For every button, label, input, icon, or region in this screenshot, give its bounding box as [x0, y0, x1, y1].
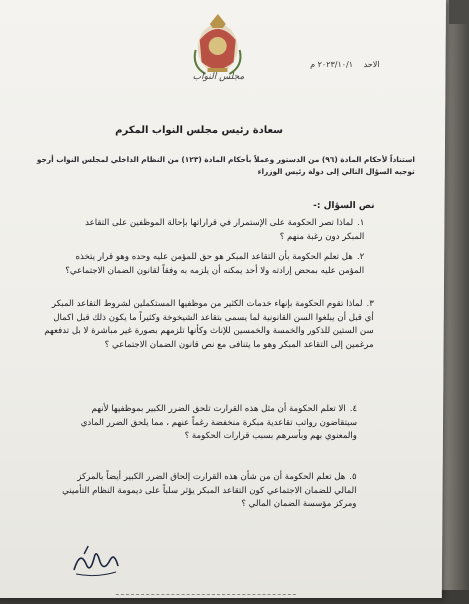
question-item [64, 251, 364, 278]
date-label: الاحد [363, 60, 380, 69]
question-item [44, 298, 374, 352]
question-number: ٣. [366, 299, 374, 309]
council-logo-text: مجلس النواب [192, 72, 245, 82]
question-text: الا تعلم الحكومة أن مثل هذه القرارت تلحق الضرر الكبير بموظفيها لأنهم سيتقاضون رواتب تقاعدية مبكرة منخفضة رغماً عنهم ، مما يلحق الضرر المادي والمعنوي بهم وبأسرهم بسبب قرارات الحكومة ؟ [80, 404, 358, 442]
question-item [56, 471, 356, 512]
question-text: لماذا تصر الحكومة على الإستمرار في قراراتها بإحالة الموظفين على التقاعد المبكر دون رغبة منهم ؟ [85, 218, 365, 242]
question-item [64, 217, 364, 244]
date-value: ٢٠٢٣/١٠/١ م [310, 60, 354, 69]
intro-paragraph: استناداً لأحكام المادة (٩٦) من الدستور وعملاً بأحكام المادة (١٢٣) من النظام الداخلي لمجلس النواب أرجو توجيه السؤال التالي إلى دولة رئيس الوزراء [36, 155, 415, 176]
question-text: هل تعلم الحكومة أن من شأن هذه القرارت إلحاق الضرر الكبير أيضاً بالمركز المالي للضمان الاجتماعي كون التقاعد المبكر يؤثر سلباً على ديمومة النظام التأميني ومركز مؤسسة الضمان المالي ؟ [62, 472, 357, 510]
question-item [57, 403, 357, 444]
question-number: ٤. [349, 404, 358, 414]
question-text: هل تعلم الحكومة بأن التقاعد المبكر هو حق للمؤمن عليه وحده وهو قرار يتخذه المؤمن عليه بمحض إرادته ولا أحد يمكنه أن يلزمه به وفقاً لقانون الضمان الاجتماعي؟ [65, 252, 365, 276]
question-title: نص السؤال :- [313, 201, 375, 211]
addressee-heading: سعادة رئيس مجلس النواب المكرم [115, 125, 284, 136]
question-number: ٢. [356, 252, 365, 262]
handwritten-signature-icon [66, 540, 126, 580]
date-line [302, 60, 380, 69]
question-number: ١. [357, 218, 365, 228]
background-corner [449, 0, 469, 24]
footer-divider [116, 594, 296, 597]
question-number: ٥. [349, 472, 357, 482]
question-text: لماذا تقوم الحكومة بإنهاء خدمات الكثير من موظفيها المستكملين لشروط التقاعد المبكر أي قبل أن يبلغوا السن القانونية لما يسمى بتقاعد الشيخوخة وكثيراً ما يكون ذلك قبل اكمال سن الستين للذكور والخمسة والخمسين للإناث وكأنها تلزمهم بصورة غير مباشرة لا بل تدفعهم مرغمين إلى التقاعد المبكر وهو ما يتنافى مع نص قانون الضمان الاجتماعي ؟ [44, 299, 374, 350]
